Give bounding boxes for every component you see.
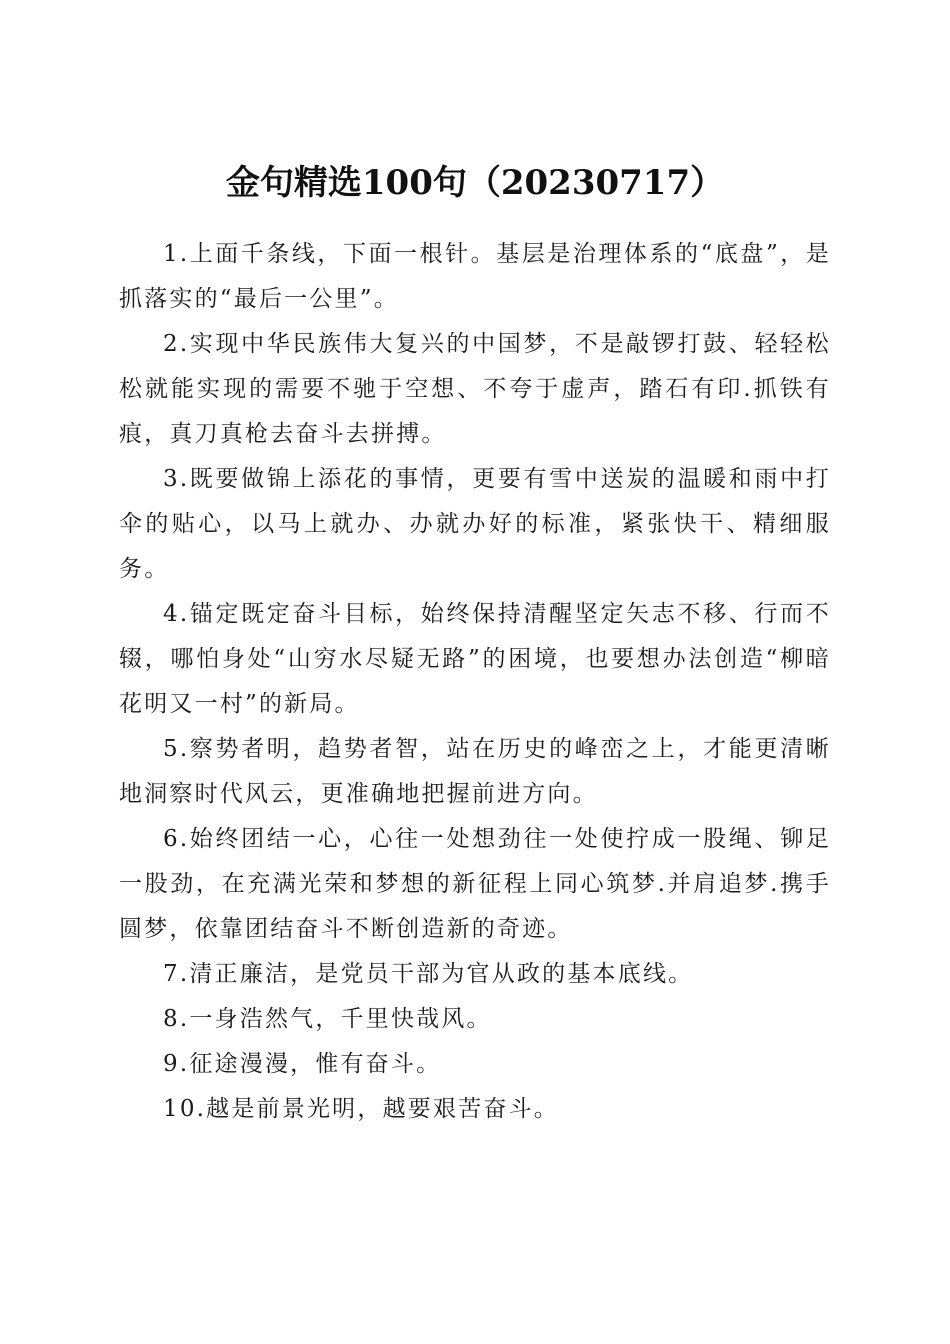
- quote-item-6: 6.始终团结一心，心往一处想劲往一处使拧成一股绳、铆足一股劲，在充满光荣和梦想的新征程上同心筑梦.并肩追梦.携手圆梦，依靠团结奋斗不断创造新的奇迹。: [119, 826, 831, 942]
- quote-item-9: 9.征途漫漫，惟有奋斗。: [163, 1051, 442, 1077]
- quote-item-8: 8.一身浩然气，千里快哉风。: [163, 1006, 492, 1032]
- quote-item-10: 10.越是前景光明，越要艰苦奋斗。: [163, 1096, 559, 1122]
- quote-item-2: 2.实现中华民族伟大复兴的中国梦，不是敲锣打鼓、轻轻松松就能实现的需要不驰于空想、不夸于虚声，踏石有印.抓铁有痕，真刀真枪去奋斗去拼搏。: [119, 331, 831, 447]
- quote-item-5: 5.察势者明，趋势者智，站在历史的峰峦之上，才能更清晰地洞察时代风云，更准确地把握前进方向。: [119, 736, 831, 807]
- quote-list: [119, 232, 831, 1132]
- quote-item-3: 3.既要做锦上添花的事情，更要有雪中送炭的温暖和雨中打伞的贴心，以马上就办、办就办好的标准，紧张快干、精细服务。: [119, 466, 831, 582]
- document-title: 金句精选100句（20230717）: [225, 162, 725, 203]
- quote-item-4: 4.锚定既定奋斗目标，始终保持清醒坚定矢志不移、行而不辍，哪怕身处“山穷水尽疑无路”的困境，也要想办法创造“柳暗花明又一村”的新局。: [119, 601, 831, 717]
- quote-item-1: 1.上面千条线，下面一根针。基层是治理体系的“底盘”，是抓落实的“最后一公里”。: [119, 241, 831, 312]
- quote-item-7: 7.清正廉洁，是党员干部为官从政的基本底线。: [163, 961, 694, 987]
